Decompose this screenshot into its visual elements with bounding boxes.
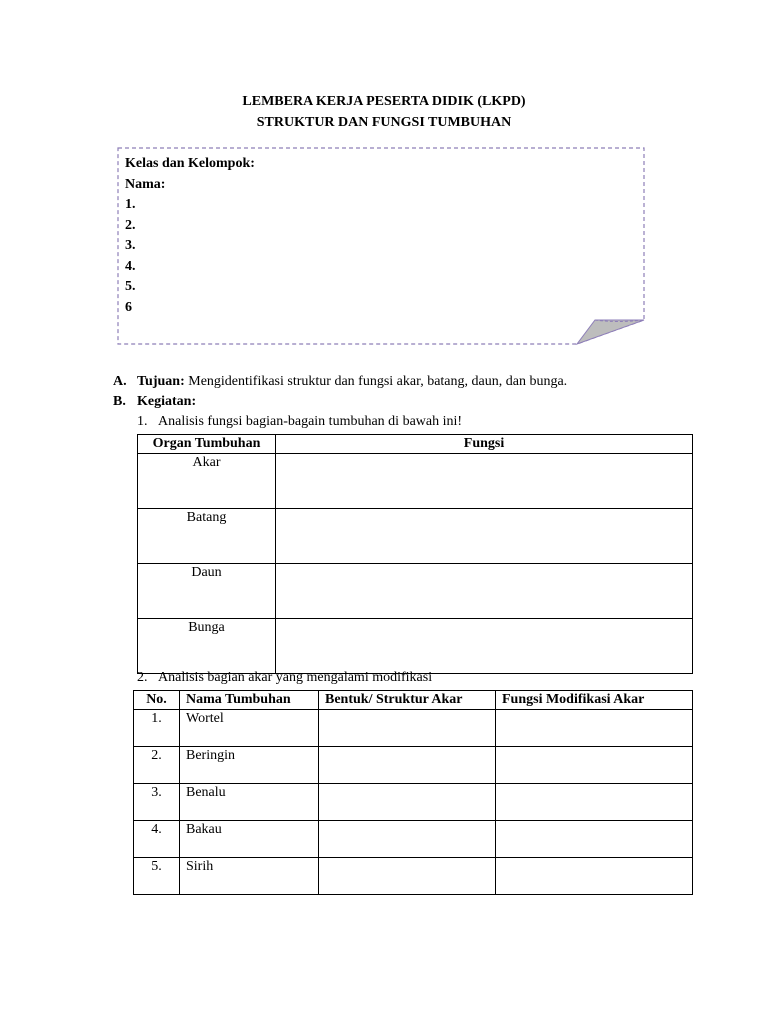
class-group-label: Kelas dan Kelompok:	[125, 156, 255, 171]
table-row	[134, 784, 693, 821]
header-organ: Organ Tumbuhan	[138, 435, 276, 454]
table-row	[134, 747, 693, 784]
table-row	[138, 454, 693, 509]
bentuk-cell[interactable]	[319, 821, 496, 858]
fungsi-cell[interactable]	[496, 747, 693, 784]
section-a-marker: A.	[113, 374, 127, 389]
root-modification-table	[133, 690, 693, 895]
activity-2-text: Analisis bagian akar yang mengalami modifikasi	[158, 670, 433, 685]
row-number: 2.	[134, 747, 180, 784]
fungsi-cell[interactable]	[496, 710, 693, 747]
fungsi-cell[interactable]	[276, 619, 693, 674]
table-header-row	[138, 435, 693, 454]
plant-name: Sirih	[180, 858, 319, 895]
row-number: 4.	[134, 821, 180, 858]
header-bentuk: Bentuk/ Struktur Akar	[319, 691, 496, 710]
name-line-1: 1.	[125, 197, 136, 212]
activity-2-number: 2.	[137, 670, 148, 685]
fungsi-cell[interactable]	[496, 858, 693, 895]
page-subtitle: STRUKTUR DAN FUNGSI TUMBUHAN	[256, 115, 512, 130]
table-row	[134, 710, 693, 747]
fungsi-cell[interactable]	[276, 564, 693, 619]
row-number: 1.	[134, 710, 180, 747]
section-b-label: Kegiatan:	[137, 394, 197, 409]
name-label: Nama:	[125, 176, 166, 192]
organ-function-table	[137, 434, 693, 674]
section-b-marker: B.	[113, 394, 126, 409]
bentuk-cell[interactable]	[319, 784, 496, 821]
identity-box	[117, 147, 645, 345]
plant-name: Beringin	[180, 747, 319, 784]
plant-name: Wortel	[180, 710, 319, 747]
fungsi-cell[interactable]	[496, 784, 693, 821]
plant-name: Benalu	[180, 784, 319, 821]
table-row	[138, 619, 693, 674]
page-curl-icon	[577, 320, 644, 344]
row-number: 5.	[134, 858, 180, 895]
page-title: LEMBERA KERJA PESERTA DIDIK (LKPD)	[242, 94, 526, 109]
plant-name: Bakau	[180, 821, 319, 858]
table-header-row	[134, 691, 693, 710]
row-number: 3.	[134, 784, 180, 821]
fungsi-cell[interactable]	[276, 454, 693, 509]
section-a-label: Tujuan:	[137, 374, 185, 389]
name-line-2: 2.	[125, 217, 136, 233]
header-nama: Nama Tumbuhan	[180, 691, 319, 710]
fungsi-cell[interactable]	[276, 509, 693, 564]
section-a-text: Mengidentifikasi struktur dan fungsi akar, batang, daun, dan bunga.	[184, 374, 568, 389]
name-line-6: 6	[125, 299, 132, 315]
section-b	[137, 394, 196, 410]
organ-cell: Batang	[138, 509, 276, 564]
fungsi-cell[interactable]	[496, 821, 693, 858]
bentuk-cell[interactable]	[319, 710, 496, 747]
header-fungsi: Fungsi	[276, 435, 693, 454]
header-fungsi-modifikasi: Fungsi Modifikasi Akar	[496, 691, 693, 710]
section-a	[137, 374, 567, 390]
activity-1-text: Analisis fungsi bagian-bagain tumbuhan di bawah ini!	[158, 414, 463, 429]
header-no: No.	[134, 691, 180, 710]
bentuk-cell[interactable]	[319, 858, 496, 895]
bentuk-cell[interactable]	[319, 747, 496, 784]
table-row	[134, 858, 693, 895]
name-line-3: 3.	[125, 238, 136, 253]
table-row	[138, 564, 693, 619]
organ-cell: Daun	[138, 564, 276, 619]
table-row	[134, 821, 693, 858]
table-row	[138, 509, 693, 564]
name-line-5: 5.	[125, 279, 136, 294]
organ-cell: Bunga	[138, 619, 276, 674]
name-line-4: 4.	[125, 258, 136, 274]
organ-cell: Akar	[138, 454, 276, 509]
activity-1-number: 1.	[137, 414, 148, 429]
